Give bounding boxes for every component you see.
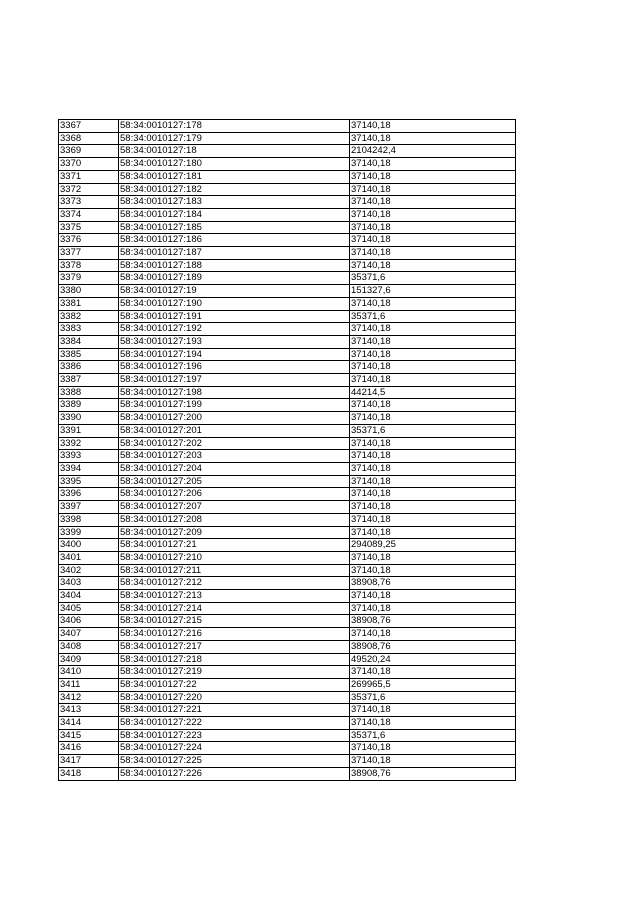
- table-row: [59, 577, 516, 590]
- table-row: [59, 158, 516, 171]
- table-row: [59, 450, 516, 463]
- row-number-cell: 3377: [59, 247, 119, 260]
- table-row: [59, 297, 516, 310]
- value-cell: 37140,18: [350, 323, 516, 336]
- cadastral-number-cell: 58:34:0010127:206: [119, 488, 350, 501]
- table-row: [59, 424, 516, 437]
- table-row: [59, 717, 516, 730]
- value-cell: 37140,18: [350, 755, 516, 768]
- cadastral-number-cell: 58:34:0010127:192: [119, 323, 350, 336]
- cadastral-number-cell: 58:34:0010127:217: [119, 640, 350, 653]
- cadastral-number-cell: 58:34:0010127:189: [119, 272, 350, 285]
- table-row: [59, 615, 516, 628]
- row-number-cell: 3370: [59, 158, 119, 171]
- value-cell: 37140,18: [350, 462, 516, 475]
- row-number-cell: 3406: [59, 615, 119, 628]
- cadastral-number-cell: 58:34:0010127:219: [119, 666, 350, 679]
- table-row: [59, 704, 516, 717]
- row-number-cell: 3412: [59, 691, 119, 704]
- value-cell: 35371,6: [350, 272, 516, 285]
- row-number-cell: 3371: [59, 170, 119, 183]
- cadastral-number-cell: 58:34:0010127:182: [119, 183, 350, 196]
- cadastral-number-cell: 58:34:0010127:18: [119, 145, 350, 158]
- table-row: [59, 501, 516, 514]
- value-cell: 49520,24: [350, 653, 516, 666]
- cadastral-number-cell: 58:34:0010127:184: [119, 208, 350, 221]
- row-number-cell: 3416: [59, 742, 119, 755]
- row-number-cell: 3373: [59, 196, 119, 209]
- table-row: [59, 526, 516, 539]
- row-number-cell: 3414: [59, 717, 119, 730]
- cadastral-number-cell: 58:34:0010127:224: [119, 742, 350, 755]
- row-number-cell: 3395: [59, 475, 119, 488]
- value-cell: 37140,18: [350, 551, 516, 564]
- cadastral-number-cell: 58:34:0010127:22: [119, 678, 350, 691]
- cadastral-number-cell: 58:34:0010127:204: [119, 462, 350, 475]
- value-cell: 269965,5: [350, 678, 516, 691]
- table-row: [59, 564, 516, 577]
- table-row: [59, 513, 516, 526]
- row-number-cell: 3394: [59, 462, 119, 475]
- cadastral-number-cell: 58:34:0010127:223: [119, 729, 350, 742]
- row-number-cell: 3389: [59, 399, 119, 412]
- value-cell: 37140,18: [350, 717, 516, 730]
- row-number-cell: 3384: [59, 335, 119, 348]
- table-row: [59, 488, 516, 501]
- cadastral-number-cell: 58:34:0010127:181: [119, 170, 350, 183]
- value-cell: 37140,18: [350, 374, 516, 387]
- cadastral-number-cell: 58:34:0010127:221: [119, 704, 350, 717]
- value-cell: 37140,18: [350, 526, 516, 539]
- value-cell: 37140,18: [350, 602, 516, 615]
- value-cell: 37140,18: [350, 501, 516, 514]
- cadastral-number-cell: 58:34:0010127:215: [119, 615, 350, 628]
- value-cell: 38908,76: [350, 615, 516, 628]
- row-number-cell: 3382: [59, 310, 119, 323]
- table-row: [59, 551, 516, 564]
- table-row: [59, 691, 516, 704]
- cadastral-number-cell: 58:34:0010127:196: [119, 361, 350, 374]
- table-row: [59, 666, 516, 679]
- value-cell: 37140,18: [350, 513, 516, 526]
- value-cell: 37140,18: [350, 183, 516, 196]
- table-row: [59, 145, 516, 158]
- value-cell: 37140,18: [350, 221, 516, 234]
- row-number-cell: 3380: [59, 285, 119, 298]
- table-row: [59, 361, 516, 374]
- row-number-cell: 3376: [59, 234, 119, 247]
- cadastral-number-cell: 58:34:0010127:201: [119, 424, 350, 437]
- value-cell: 37140,18: [350, 450, 516, 463]
- value-cell: 37140,18: [350, 234, 516, 247]
- table-row: [59, 539, 516, 552]
- table-row: [59, 386, 516, 399]
- table-row: [59, 729, 516, 742]
- cadastral-number-cell: 58:34:0010127:225: [119, 755, 350, 768]
- row-number-cell: 3415: [59, 729, 119, 742]
- table-row: [59, 767, 516, 780]
- cadastral-number-cell: 58:34:0010127:222: [119, 717, 350, 730]
- cadastral-number-cell: 58:34:0010127:214: [119, 602, 350, 615]
- row-number-cell: 3390: [59, 412, 119, 425]
- value-cell: 38908,76: [350, 577, 516, 590]
- cadastral-number-cell: 58:34:0010127:193: [119, 335, 350, 348]
- cadastral-number-cell: 58:34:0010127:187: [119, 247, 350, 260]
- table-row: [59, 234, 516, 247]
- cadastral-number-cell: 58:34:0010127:202: [119, 437, 350, 450]
- value-cell: 37140,18: [350, 361, 516, 374]
- cadastral-number-cell: 58:34:0010127:188: [119, 259, 350, 272]
- value-cell: 151327,6: [350, 285, 516, 298]
- cadastral-value-table: [58, 119, 516, 781]
- row-number-cell: 3399: [59, 526, 119, 539]
- value-cell: 2104242,4: [350, 145, 516, 158]
- cadastral-number-cell: 58:34:0010127:218: [119, 653, 350, 666]
- table-row: [59, 247, 516, 260]
- value-cell: 37140,18: [350, 475, 516, 488]
- table-row: [59, 742, 516, 755]
- value-cell: 37140,18: [350, 196, 516, 209]
- row-number-cell: 3367: [59, 120, 119, 133]
- row-number-cell: 3411: [59, 678, 119, 691]
- cadastral-number-cell: 58:34:0010127:19: [119, 285, 350, 298]
- value-cell: 35371,6: [350, 691, 516, 704]
- value-cell: 37140,18: [350, 412, 516, 425]
- value-cell: 37140,18: [350, 348, 516, 361]
- row-number-cell: 3403: [59, 577, 119, 590]
- value-cell: 44214,5: [350, 386, 516, 399]
- cadastral-number-cell: 58:34:0010127:207: [119, 501, 350, 514]
- value-cell: 37140,18: [350, 208, 516, 221]
- value-cell: 37140,18: [350, 742, 516, 755]
- table-row: [59, 348, 516, 361]
- row-number-cell: 3393: [59, 450, 119, 463]
- value-cell: 35371,6: [350, 729, 516, 742]
- value-cell: 37140,18: [350, 259, 516, 272]
- cadastral-number-cell: 58:34:0010127:183: [119, 196, 350, 209]
- cadastral-number-cell: 58:34:0010127:194: [119, 348, 350, 361]
- value-cell: 37140,18: [350, 564, 516, 577]
- table-row: [59, 272, 516, 285]
- cadastral-number-cell: 58:34:0010127:226: [119, 767, 350, 780]
- row-number-cell: 3408: [59, 640, 119, 653]
- table-row: [59, 653, 516, 666]
- row-number-cell: 3410: [59, 666, 119, 679]
- table-row: [59, 310, 516, 323]
- row-number-cell: 3386: [59, 361, 119, 374]
- cadastral-number-cell: 58:34:0010127:191: [119, 310, 350, 323]
- row-number-cell: 3378: [59, 259, 119, 272]
- table-row: [59, 475, 516, 488]
- row-number-cell: 3396: [59, 488, 119, 501]
- table-row: [59, 374, 516, 387]
- row-number-cell: 3407: [59, 628, 119, 641]
- cadastral-number-cell: 58:34:0010127:220: [119, 691, 350, 704]
- value-cell: 294089,25: [350, 539, 516, 552]
- table-row: [59, 462, 516, 475]
- row-number-cell: 3405: [59, 602, 119, 615]
- row-number-cell: 3372: [59, 183, 119, 196]
- cadastral-number-cell: 58:34:0010127:203: [119, 450, 350, 463]
- table-row: [59, 399, 516, 412]
- value-cell: 37140,18: [350, 247, 516, 260]
- table-row: [59, 221, 516, 234]
- cadastral-number-cell: 58:34:0010127:213: [119, 590, 350, 603]
- table-row: [59, 640, 516, 653]
- cadastral-number-cell: 58:34:0010127:180: [119, 158, 350, 171]
- row-number-cell: 3398: [59, 513, 119, 526]
- cadastral-number-cell: 58:34:0010127:197: [119, 374, 350, 387]
- row-number-cell: 3400: [59, 539, 119, 552]
- table-row: [59, 590, 516, 603]
- row-number-cell: 3404: [59, 590, 119, 603]
- value-cell: 38908,76: [350, 640, 516, 653]
- cadastral-number-cell: 58:34:0010127:200: [119, 412, 350, 425]
- value-cell: 38908,76: [350, 767, 516, 780]
- value-cell: 37140,18: [350, 437, 516, 450]
- table-row: [59, 196, 516, 209]
- cadastral-number-cell: 58:34:0010127:190: [119, 297, 350, 310]
- value-cell: 37140,18: [350, 704, 516, 717]
- value-cell: 37140,18: [350, 297, 516, 310]
- table-row: [59, 170, 516, 183]
- value-cell: 35371,6: [350, 310, 516, 323]
- value-cell: 37140,18: [350, 120, 516, 133]
- cadastral-number-cell: 58:34:0010127:209: [119, 526, 350, 539]
- table-row: [59, 628, 516, 641]
- table-body: [59, 120, 516, 781]
- row-number-cell: 3385: [59, 348, 119, 361]
- cadastral-number-cell: 58:34:0010127:212: [119, 577, 350, 590]
- row-number-cell: 3418: [59, 767, 119, 780]
- row-number-cell: 3409: [59, 653, 119, 666]
- value-cell: 37140,18: [350, 666, 516, 679]
- row-number-cell: 3374: [59, 208, 119, 221]
- cadastral-number-cell: 58:34:0010127:205: [119, 475, 350, 488]
- table-row: [59, 755, 516, 768]
- cadastral-number-cell: 58:34:0010127:199: [119, 399, 350, 412]
- value-cell: 37140,18: [350, 170, 516, 183]
- value-cell: 37140,18: [350, 488, 516, 501]
- cadastral-number-cell: 58:34:0010127:185: [119, 221, 350, 234]
- row-number-cell: 3387: [59, 374, 119, 387]
- table-row: [59, 132, 516, 145]
- row-number-cell: 3369: [59, 145, 119, 158]
- value-cell: 37140,18: [350, 399, 516, 412]
- table-row: [59, 285, 516, 298]
- cadastral-number-cell: 58:34:0010127:179: [119, 132, 350, 145]
- cadastral-number-cell: 58:34:0010127:210: [119, 551, 350, 564]
- value-cell: 37140,18: [350, 158, 516, 171]
- cadastral-number-cell: 58:34:0010127:198: [119, 386, 350, 399]
- cadastral-number-cell: 58:34:0010127:21: [119, 539, 350, 552]
- cadastral-number-cell: 58:34:0010127:216: [119, 628, 350, 641]
- value-cell: 35371,6: [350, 424, 516, 437]
- cadastral-number-cell: 58:34:0010127:211: [119, 564, 350, 577]
- cadastral-number-cell: 58:34:0010127:178: [119, 120, 350, 133]
- row-number-cell: 3392: [59, 437, 119, 450]
- value-cell: 37140,18: [350, 590, 516, 603]
- row-number-cell: 3379: [59, 272, 119, 285]
- value-cell: 37140,18: [350, 335, 516, 348]
- value-cell: 37140,18: [350, 132, 516, 145]
- row-number-cell: 3397: [59, 501, 119, 514]
- row-number-cell: 3417: [59, 755, 119, 768]
- row-number-cell: 3413: [59, 704, 119, 717]
- row-number-cell: 3388: [59, 386, 119, 399]
- table-row: [59, 323, 516, 336]
- row-number-cell: 3402: [59, 564, 119, 577]
- table-row: [59, 183, 516, 196]
- row-number-cell: 3391: [59, 424, 119, 437]
- table-row: [59, 335, 516, 348]
- cadastral-number-cell: 58:34:0010127:208: [119, 513, 350, 526]
- table-row: [59, 208, 516, 221]
- row-number-cell: 3368: [59, 132, 119, 145]
- table-row: [59, 437, 516, 450]
- table-row: [59, 412, 516, 425]
- cadastral-number-cell: 58:34:0010127:186: [119, 234, 350, 247]
- value-cell: 37140,18: [350, 628, 516, 641]
- table-row: [59, 602, 516, 615]
- row-number-cell: 3401: [59, 551, 119, 564]
- row-number-cell: 3383: [59, 323, 119, 336]
- row-number-cell: 3375: [59, 221, 119, 234]
- row-number-cell: 3381: [59, 297, 119, 310]
- table-row: [59, 120, 516, 133]
- table-row: [59, 678, 516, 691]
- table-row: [59, 259, 516, 272]
